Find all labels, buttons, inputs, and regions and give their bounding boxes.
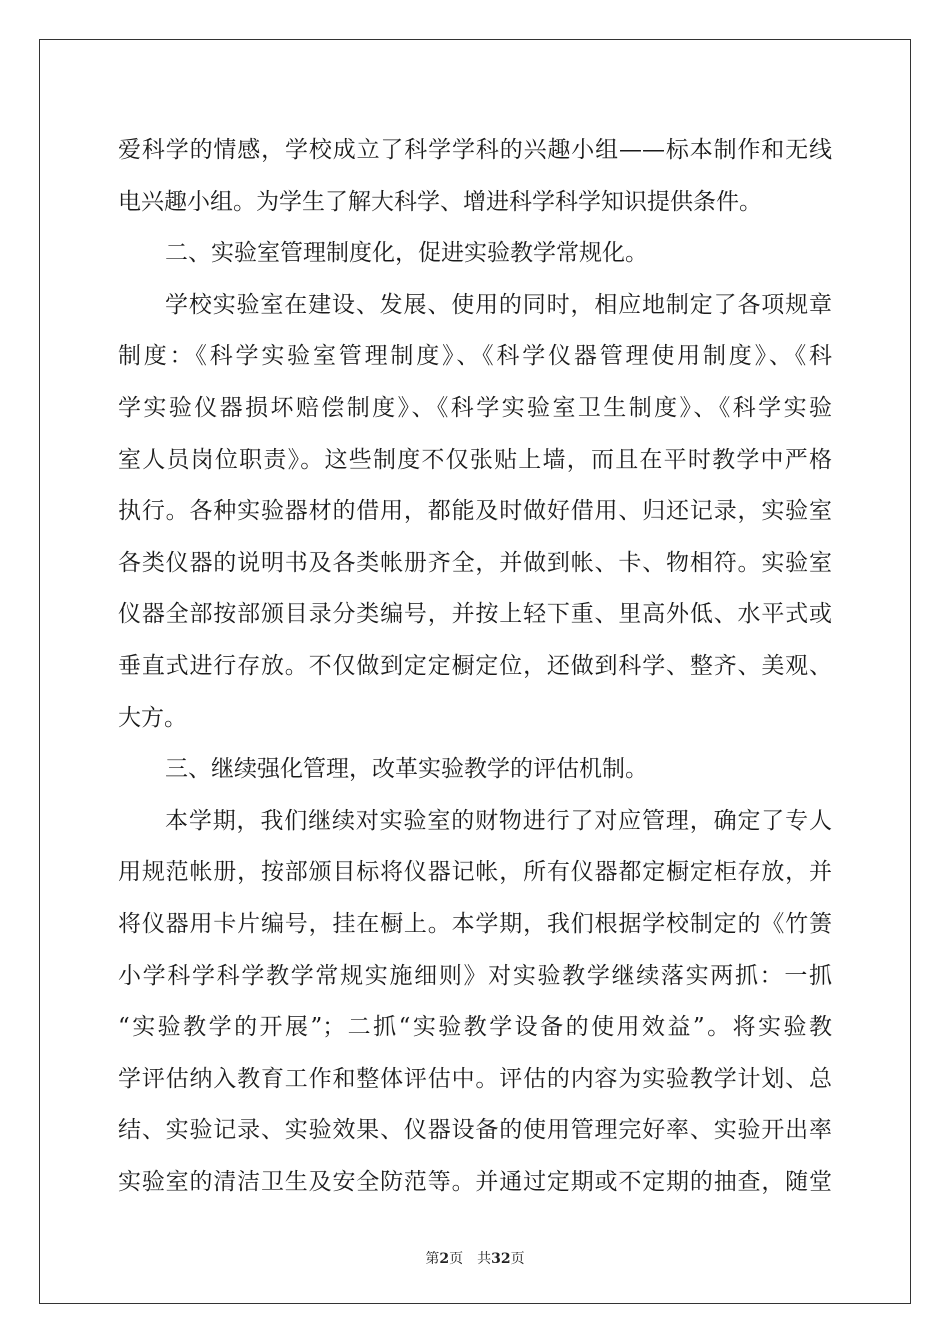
footer-prefix: 第 xyxy=(425,1251,440,1267)
text-line: 室人员岗位职责》。这些制度不仅张贴上墙，而且在平时教学中严格 xyxy=(118,446,832,473)
section-heading: 二、实验室管理制度化，促进实验教学常规化。 xyxy=(165,240,648,267)
text-line: 爱科学的情感，学校成立了科学学科的兴趣小组——标本制作和无线 xyxy=(118,137,832,163)
text-line: “实验教学的开展”；二抓“实验教学设备的使用效益”。将实验教 xyxy=(118,1014,832,1041)
text-line: 大方。 xyxy=(118,704,187,731)
text-line: 学实验仪器损坏赔偿制度》、《科学实验室卫生制度》、《科学实验 xyxy=(118,394,832,421)
total-page-number: 32 xyxy=(491,1251,511,1267)
text-line: 学评估纳入教育工作和整体评估中。评估的内容为实验教学计划、总 xyxy=(118,1065,832,1092)
page-footer xyxy=(0,1248,950,1268)
text-line: 垂直式进行存放。不仅做到定定橱定位，还做到科学、整齐、美观、 xyxy=(118,652,832,679)
footer-mid: 页 共 xyxy=(449,1251,492,1267)
text-line: 电兴趣小组。为学生了解大科学、增进科学科学知识提供条件。 xyxy=(118,188,762,215)
text-line: 结、实验记录、实验效果、仪器设备的使用管理完好率、实验开出率 xyxy=(118,1117,832,1144)
text-line: 本学期，我们继续对实验室的财物进行了对应管理，确定了专人 xyxy=(165,807,832,834)
text-line: 学校实验室在建设、发展、使用的同时，相应地制定了各项规章 xyxy=(165,291,832,318)
text-line: 实验室的清洁卫生及安全防范等。并通过定期或不定期的抽查，随堂 xyxy=(118,1168,832,1195)
text-line: 各类仪器的说明书及各类帐册齐全，并做到帐、卡、物相符。实验室 xyxy=(118,549,832,576)
current-page-number: 2 xyxy=(439,1251,450,1267)
text-line: 将仪器用卡片编号，挂在橱上。本学期，我们根据学校制定的《竹箦 xyxy=(118,910,832,937)
section-heading: 三、继续强化管理，改革实验教学的评估机制。 xyxy=(165,756,648,783)
footer-suffix: 页 xyxy=(510,1251,525,1267)
text-line: 小学科学科学教学常规实施细则》对实验教学继续落实两抓：一抓 xyxy=(118,962,832,989)
text-line: 制度：《科学实验室管理制度》、《科学仪器管理使用制度》、《科 xyxy=(118,343,832,370)
text-line: 用规范帐册，按部颁目标将仪器记帐，所有仪器都定橱定柜存放，并 xyxy=(118,859,832,886)
document-body xyxy=(118,125,832,1208)
text-line: 执行。各种实验器材的借用，都能及时做好借用、归还记录，实验室 xyxy=(118,498,832,525)
text-line: 仪器全部按部颁目录分类编号，并按上轻下重、里高外低、水平式或 xyxy=(118,601,832,628)
